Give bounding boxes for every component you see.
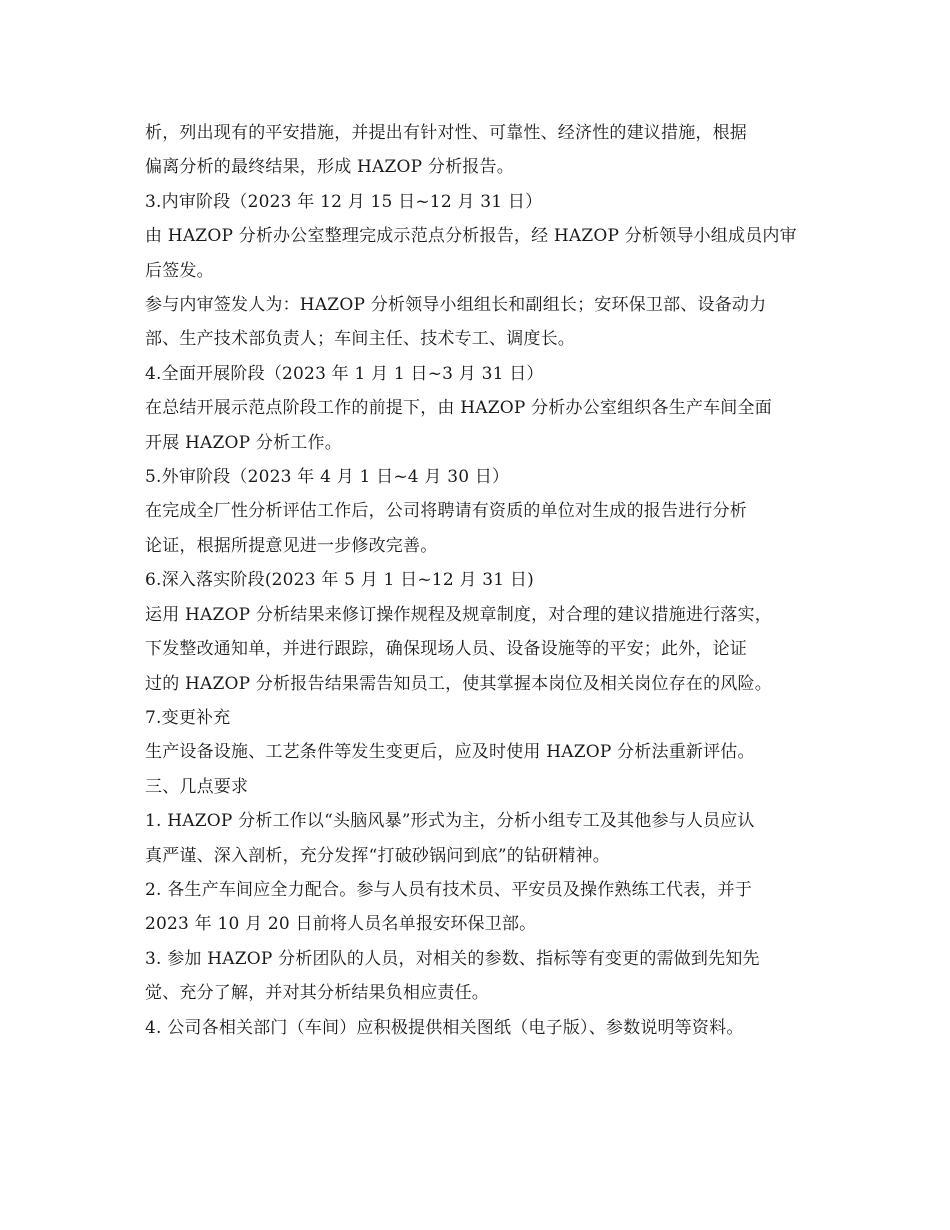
paragraph-line: 由 HAZOP 分析办公室整理完成示范点分析报告，经 HAZOP 分析领导小组成员内审 xyxy=(145,226,797,247)
paragraph-line: 生产设备设施、工艺条件等发生变更后，应及时使用 HAZOP 分析法重新评估。 xyxy=(145,742,755,763)
paragraph-line: 在完成全厂性分析评估工作后，公司将聘请有资质的单位对生成的报告进行分析 xyxy=(145,501,747,522)
paragraph-line: 下发整改通知单，并进行跟踪，确保现场人员、设备设施等的平安；此外，论证 xyxy=(145,639,747,660)
paragraph-line: 运用 HAZOP 分析结果来修订操作规程及规章制度，对合理的建议措施进行落实， xyxy=(145,604,772,625)
section-heading: 5.外审阶段（2023 年 4 月 1 日~4 月 30 日） xyxy=(145,467,510,488)
paragraph-line: 偏离分析的最终结果，形成 HAZOP 分析报告。 xyxy=(145,157,514,178)
list-item-line: 3. 参加 HAZOP 分析团队的人员，对相关的参数、指标等有变更的需做到先知先 xyxy=(145,948,760,969)
list-item-line: 觉、充分了解，并对其分析结果负相应责任。 xyxy=(145,983,489,1004)
paragraph-line: 过的 HAZOP 分析报告结果需告知员工，使其掌握本岗位及相关岗位存在的风险。 xyxy=(145,673,772,694)
paragraph-line: 析，列出现有的平安措施，并提出有针对性、可靠性、经济性的建议措施，根据 xyxy=(145,123,747,143)
section-heading: 3.内审阶段（2023 年 12 月 15 日~12 月 31 日） xyxy=(145,191,543,212)
list-item-line: 4. 公司各相关部门（车间）应积极提供相关图纸（电子版）、参数说明等资料。 xyxy=(145,1017,744,1038)
paragraph-line: 在总结开展示范点阶段工作的前提下，由 HAZOP 分析办公室组织各生产车间全面 xyxy=(145,398,772,419)
paragraph-line: 后签发。 xyxy=(145,260,214,281)
paragraph-line: 论证，根据所提意见进一步修改完善。 xyxy=(145,535,438,556)
section-heading: 7.变更补充 xyxy=(145,707,231,728)
list-item-line: 真严谨、深入剖析，充分发挥“打破砂锅问到底”的钻研精神。 xyxy=(145,845,610,866)
section-heading: 4.全面开展阶段（2023 年 1 月 1 日~3 月 31 日） xyxy=(145,363,544,384)
document-body xyxy=(145,116,815,1045)
list-item-line: 2. 各生产车间应全力配合。参与人员有技术员、平安员及操作熟练工代表，并于 xyxy=(145,879,753,900)
section-heading: 三、几点要求 xyxy=(145,776,249,797)
paragraph-line: 部、生产技术部负责人；车间主任、技术专工、调度长。 xyxy=(145,329,575,350)
paragraph-line: 开展 HAZOP 分析工作。 xyxy=(145,432,342,453)
list-item-line: 2023 年 10 月 20 日前将人员名单报安环保卫部。 xyxy=(145,914,537,935)
list-item-line: 1. HAZOP 分析工作以“头脑风暴”形式为主，分析小组专工及其他参与人员应认 xyxy=(145,811,755,832)
paragraph-line: 参与内审签发人为：HAZOP 分析领导小组组长和副组长；安环保卫部、设备动力 xyxy=(145,295,767,316)
section-heading: 6.深入落实阶段(2023 年 5 月 1 日~12 月 31 日) xyxy=(145,570,534,591)
